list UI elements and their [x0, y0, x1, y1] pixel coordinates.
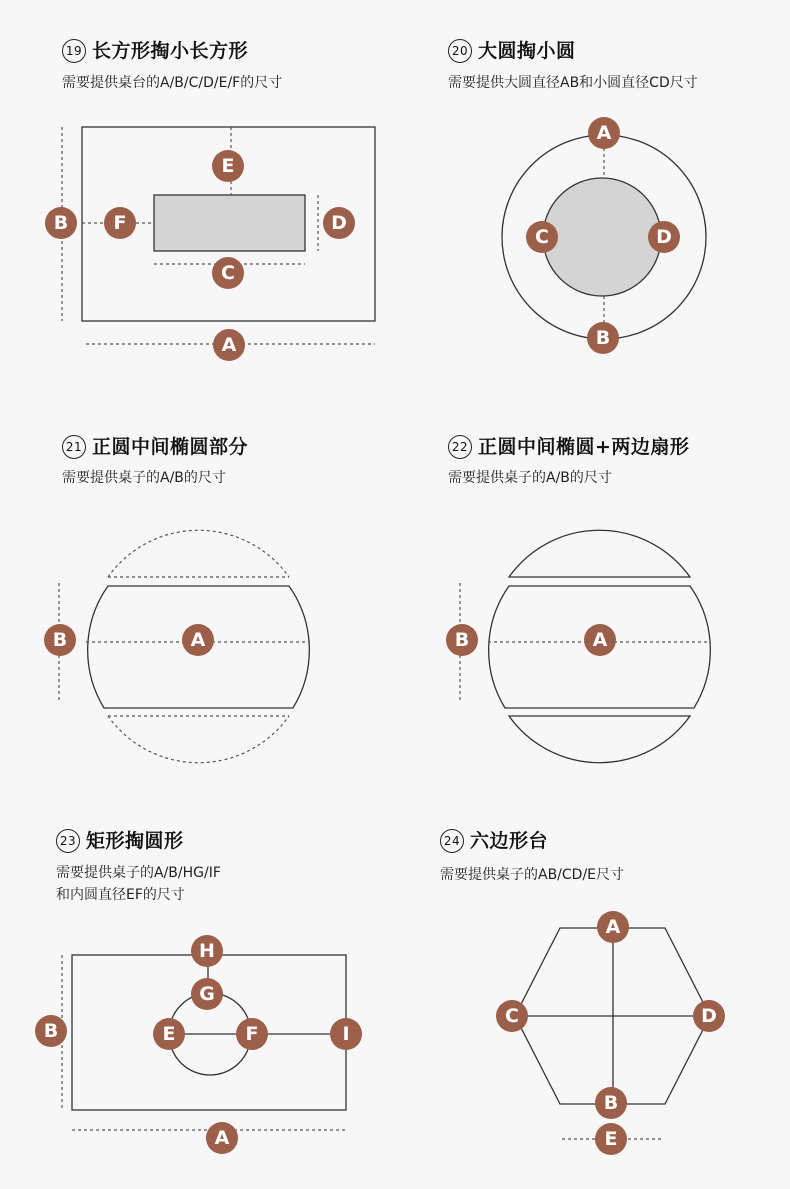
svg-text:B: B	[53, 212, 69, 234]
top-sector	[509, 530, 690, 577]
badge-b	[45, 207, 77, 239]
svg-text:D: D	[331, 212, 347, 234]
diagram-21	[44, 530, 310, 762]
badge-b	[446, 624, 478, 656]
svg-text:F: F	[113, 212, 127, 234]
dashed-bottom-arc	[108, 716, 289, 763]
badge-c	[526, 221, 558, 253]
svg-text:D: D	[656, 226, 672, 248]
section-title-text: 长方形掏小长方形	[92, 40, 249, 62]
badge-b	[595, 1087, 627, 1119]
section-19-desc: 需要提供桌台的A/B/C/D/E/F的尺寸	[62, 75, 283, 91]
svg-text:G: G	[199, 983, 215, 1005]
section-number: 20	[448, 39, 472, 63]
badge-a	[213, 329, 245, 361]
badge-a	[206, 1122, 238, 1154]
svg-text:A: A	[214, 1127, 230, 1149]
badge-b	[35, 1015, 67, 1047]
svg-text:A: A	[221, 334, 237, 356]
svg-text:B: B	[595, 327, 611, 349]
diagram-24	[496, 911, 725, 1155]
svg-text:D: D	[701, 1005, 717, 1027]
section-20-desc: 需要提供大圆直径AB和小圆直径CD尺寸	[448, 75, 698, 91]
section-title-text: 正圆中间椭圆+两边扇形	[478, 436, 690, 458]
diagram-20	[502, 117, 706, 354]
svg-text:B: B	[52, 629, 68, 651]
section-21-desc: 需要提供桌子的A/B的尺寸	[62, 470, 226, 486]
badge-f	[236, 1018, 268, 1050]
svg-text:I: I	[342, 1023, 350, 1045]
svg-text:A: A	[605, 916, 621, 938]
svg-text:A: A	[190, 629, 206, 651]
section-number: 24	[440, 829, 464, 853]
svg-text:B: B	[454, 629, 470, 651]
dashed-top-arc	[108, 530, 289, 577]
badge-c	[496, 1000, 528, 1032]
svg-text:A: A	[596, 122, 612, 144]
badge-g	[191, 978, 223, 1010]
badge-a	[588, 117, 620, 149]
badge-e	[595, 1123, 627, 1155]
section-22-desc: 需要提供桌子的A/B的尺寸	[448, 470, 612, 486]
section-number: 23	[56, 829, 80, 853]
svg-text:C: C	[535, 226, 549, 248]
badge-b	[44, 624, 76, 656]
section-title-text: 大圆掏小圆	[478, 40, 576, 62]
badge-a	[182, 624, 214, 656]
section-number: 19	[62, 39, 86, 63]
section-23-desc-2: 和内圆直径EF的尺寸	[56, 887, 185, 903]
svg-text:B: B	[603, 1092, 619, 1114]
badge-f	[104, 207, 136, 239]
badge-d	[648, 221, 680, 253]
badge-h	[191, 935, 223, 967]
badge-d	[323, 207, 355, 239]
section-title-text: 正圆中间椭圆部分	[92, 436, 249, 458]
section-number: 21	[62, 435, 86, 459]
badge-e	[153, 1018, 185, 1050]
diagram-23	[35, 935, 362, 1154]
svg-text:H: H	[199, 940, 215, 962]
section-24-desc: 需要提供桌子的AB/CD/E尺寸	[440, 867, 625, 883]
badge-b	[587, 322, 619, 354]
section-number: 22	[448, 435, 472, 459]
badge-d	[693, 1000, 725, 1032]
inner-circle	[543, 178, 661, 296]
section-23-desc-1: 需要提供桌子的A/B/HG/IF	[56, 865, 221, 881]
section-title-text: 矩形掏圆形	[86, 830, 184, 852]
badge-a	[597, 911, 629, 943]
bottom-sector	[509, 716, 690, 763]
diagram-22	[446, 530, 711, 762]
badge-a	[584, 624, 616, 656]
section-title-text: 六边形台	[470, 830, 549, 852]
badge-c	[212, 257, 244, 289]
svg-text:C: C	[221, 262, 235, 284]
svg-text:F: F	[245, 1023, 259, 1045]
badge-e	[212, 150, 244, 182]
inner-rectangle	[154, 195, 305, 251]
diagram-19	[45, 127, 375, 361]
svg-text:A: A	[592, 629, 608, 651]
svg-text:B: B	[43, 1020, 59, 1042]
svg-text:E: E	[221, 155, 235, 177]
svg-text:C: C	[505, 1005, 519, 1027]
badge-i	[330, 1018, 362, 1050]
svg-text:E: E	[604, 1128, 618, 1150]
svg-text:E: E	[162, 1023, 176, 1045]
